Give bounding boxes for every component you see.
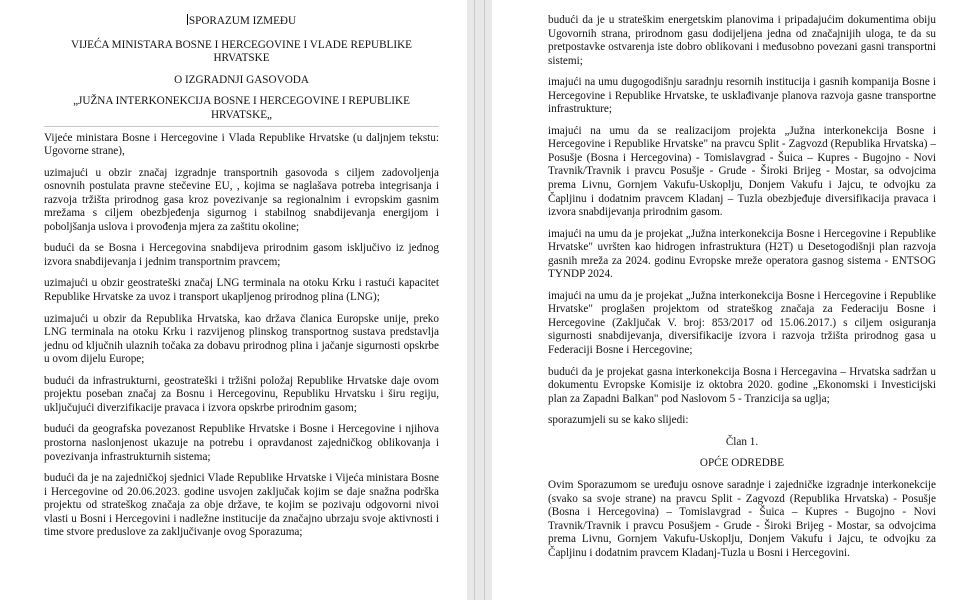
paragraph: uzimajući u obzir značaj izgradnje transportnih gasovoda s ciljem zadovoljenja osnovnih postulata pravne stečevine EU, , kojima se naglašava potreba integrisanja i razvoja tržišta prirodnog gasa kroz povezivanje sa regionalnim i evropskim gasnim mrežama s ciljem obezbjeđenja sigurnog i stabilnog snabdijevanja energijom i poboljšanja uslova i provođenja mjera za zaštitu okoline; [44, 166, 439, 233]
document-title: SPORAZUM IZMEĐU [188, 15, 297, 27]
paragraph: budući da je projekat gasna interkonekcija Bosna i Hercegavina – Hrvatska sadržan u dokumentu Evropske Komisije iz oktobra 2020. godine „Ekonomski i Investicijski plan za Zapadni Balkan" pod Naslovom 5 - Tranzicija sa uglja; [548, 365, 936, 405]
document-page-left [0, 0, 467, 600]
project-name: „JUŽNA INTERKONEKCIJA BOSNE I HERCEGOVINE I REPUBLIKE HRVATSKE„ [73, 95, 410, 121]
paragraph: imajući na umu dugogodišnju saradnju resornih institucija i gasnih kompanija Bosne i Hercegovine i Republike Hrvatske, te usklađivanje planova razvoja gasne transportne infrastrukture; [548, 76, 936, 116]
agreement-parties: VIJEĆA MINISTARA BOSNE I HERCEGOVINE I VLADE REPUBLIKE HRVATSKE [70, 38, 413, 65]
article-label: Član 1. [725, 435, 759, 448]
paragraph: sporazumjeli su se kako slijedi: [548, 414, 689, 427]
paragraph: imajući na umu da je projekat „Južna interkonekcija Bosne i Hercegovine i Republike Hrvatske" uvršten kao hidrogen infrastruktura (H2T) u Desetogodišnji plan razvoja gasnih mreža za 2024. godinu Evropske mreže operatora gasnog sistema - ENTSOG TYNDP 2024. [548, 227, 936, 281]
paragraph: budući da je na zajedničkoj sjednici Vlade Republike Hrvatske i Vijeća ministara Bosne i Hercegovine od 20.06.2023. godine usvojen zaključak kojim se daje snažna podrška projektu od strateškog značaja za obje države, te kojim se pozivaju odgovorni nivoi vlasti u Bosni i Hercegovini i nadležne institucije da značajno ubrzaju svoje aktivnosti i time stvore preduslove za zaključivanje ovog Sporazuma; [44, 472, 439, 539]
paragraph: imajući na umu da se realizacijom projekta „Južna interkonekcija Bosne i Hercegovine i Republike Hrvatske" na pravcu Split - Zagvozd (Republika Hrvatska) – Posušje (Bosna i Hercegovina) - Tomislavgrad - Šuica – Kupres - Bugojno - Novi Travnik/Travnik i pravcu Posušje - Grude - Široki Brijeg - Mostar, sa odvojcima prema Livnu, Gornjem Vakufu-Uskoplju, Donjem Vakufu i Jajcu, te odvojku za Čapljinu i dodatnim pravcem Kladanj – Tuzla obezbjeđuje diversifikacija pravaca i izvora snabdijevanja prirodnim gasom. [548, 124, 936, 219]
paragraph: Vijeće ministara Bosne i Hercegovine i Vlada Republike Hrvatske (u daljnjem tekstu: Ugovorne strane), [44, 131, 439, 158]
document-page-right [492, 0, 972, 600]
article-text: Ovim Sporazumom se uređuju osnove saradnje i zajedničke izgradnje interkonekcije (svako sa svoje strane) na pravcu Split - Zagvozd (Republika Hrvatska) - Posušje (Bosna i Hercegovina) – Tomislavgrad - Šuica – Kupres - Bugojno - Novi Travnik/Travnik i pravcu Posušjem - Grude - Široki Brijeg - Mostar, sa odvojcima prema Livnu, Gornjem Vakufu-Uskoplju, Donjem Vakufu i Jajcu, te odvojku za Čapljinu i dodatnim pravcem Kladanj-Tuzla u Bosni i Hercegovini. [548, 478, 936, 559]
article-heading: OPĆE ODREDBE [699, 457, 785, 470]
paragraph: budući da infrastrukturni, geostrateški i tržišni položaj Republike Hrvatske daje ovom projektu poseban značaj za Bosnu i Hercegovinu, Republiku Hrvatsku i širu regiju, uključujući diverzifikacije pravaca i izvora opskrbe prirodnim gasom; [44, 374, 439, 414]
page-gap [467, 0, 492, 600]
agreement-subject: O IZGRADNJI GASOVODA [174, 73, 309, 86]
section-divider [44, 126, 439, 127]
text-cursor [187, 14, 188, 25]
paragraph: uzimajući u obzir da Republika Hrvatska, kao država članica Europske unije, preko LNG terminala na otoku Krku i razvijenog plinskog transportnog sustava predstavlja jednu od ključnih ulaznih točaka za dobavu prirodnog plina i jačanje sigurnosti opskrbe u ovom dijelu Europe; [44, 312, 439, 366]
paragraph: uzimajući u obzir geostrateški značaj LNG terminala na otoku Krku i rastući kapacitet Republike Hrvatske za uvoz i transport ukapljenog prirodnog plina (LNG); [44, 277, 439, 304]
paragraph: budući da geografska povezanost Republike Hrvatske i Bosne i Hercegovine i njihova prostorna naslonjenost ukazuje na potrebu i opravdanost zajedničkog oblikovanja i povezivanja infrastrukturnih sistema; [44, 423, 439, 463]
paragraph: budući da je u strateškim energetskim planovima i pripadajućim dokumentima obiju Ugovornih strana, prirodnom gasu dodijeljena jedna od značajnijih uloga, te da su pretpostavke ostvarenja iste dobro oblikovani i međusobno povezani gasni transportni sistemi; [548, 14, 936, 67]
paragraph: imajući na umu da je projekat „Južna interkonekcija Bosne i Hercegovine i Republike Hrvatske" proglašen projektom od strateškog značaja za Federaciju Bosne i Hercegovine (Zaključak V. broj: 853/2017 od 15.06.2017.) s ciljem osiguranja sigurnosti snabdijevanja, diversifikacije izvora i razvoja tržišta prirodnog gasa u Federaciji Bosne i Hercegovine; [548, 289, 936, 357]
paragraph: budući da se Bosna i Hercegovina snabdijeva prirodnim gasom isključivo iz jednog izvora snabdijevanja i jednim transportnim pravcem; [44, 242, 439, 268]
